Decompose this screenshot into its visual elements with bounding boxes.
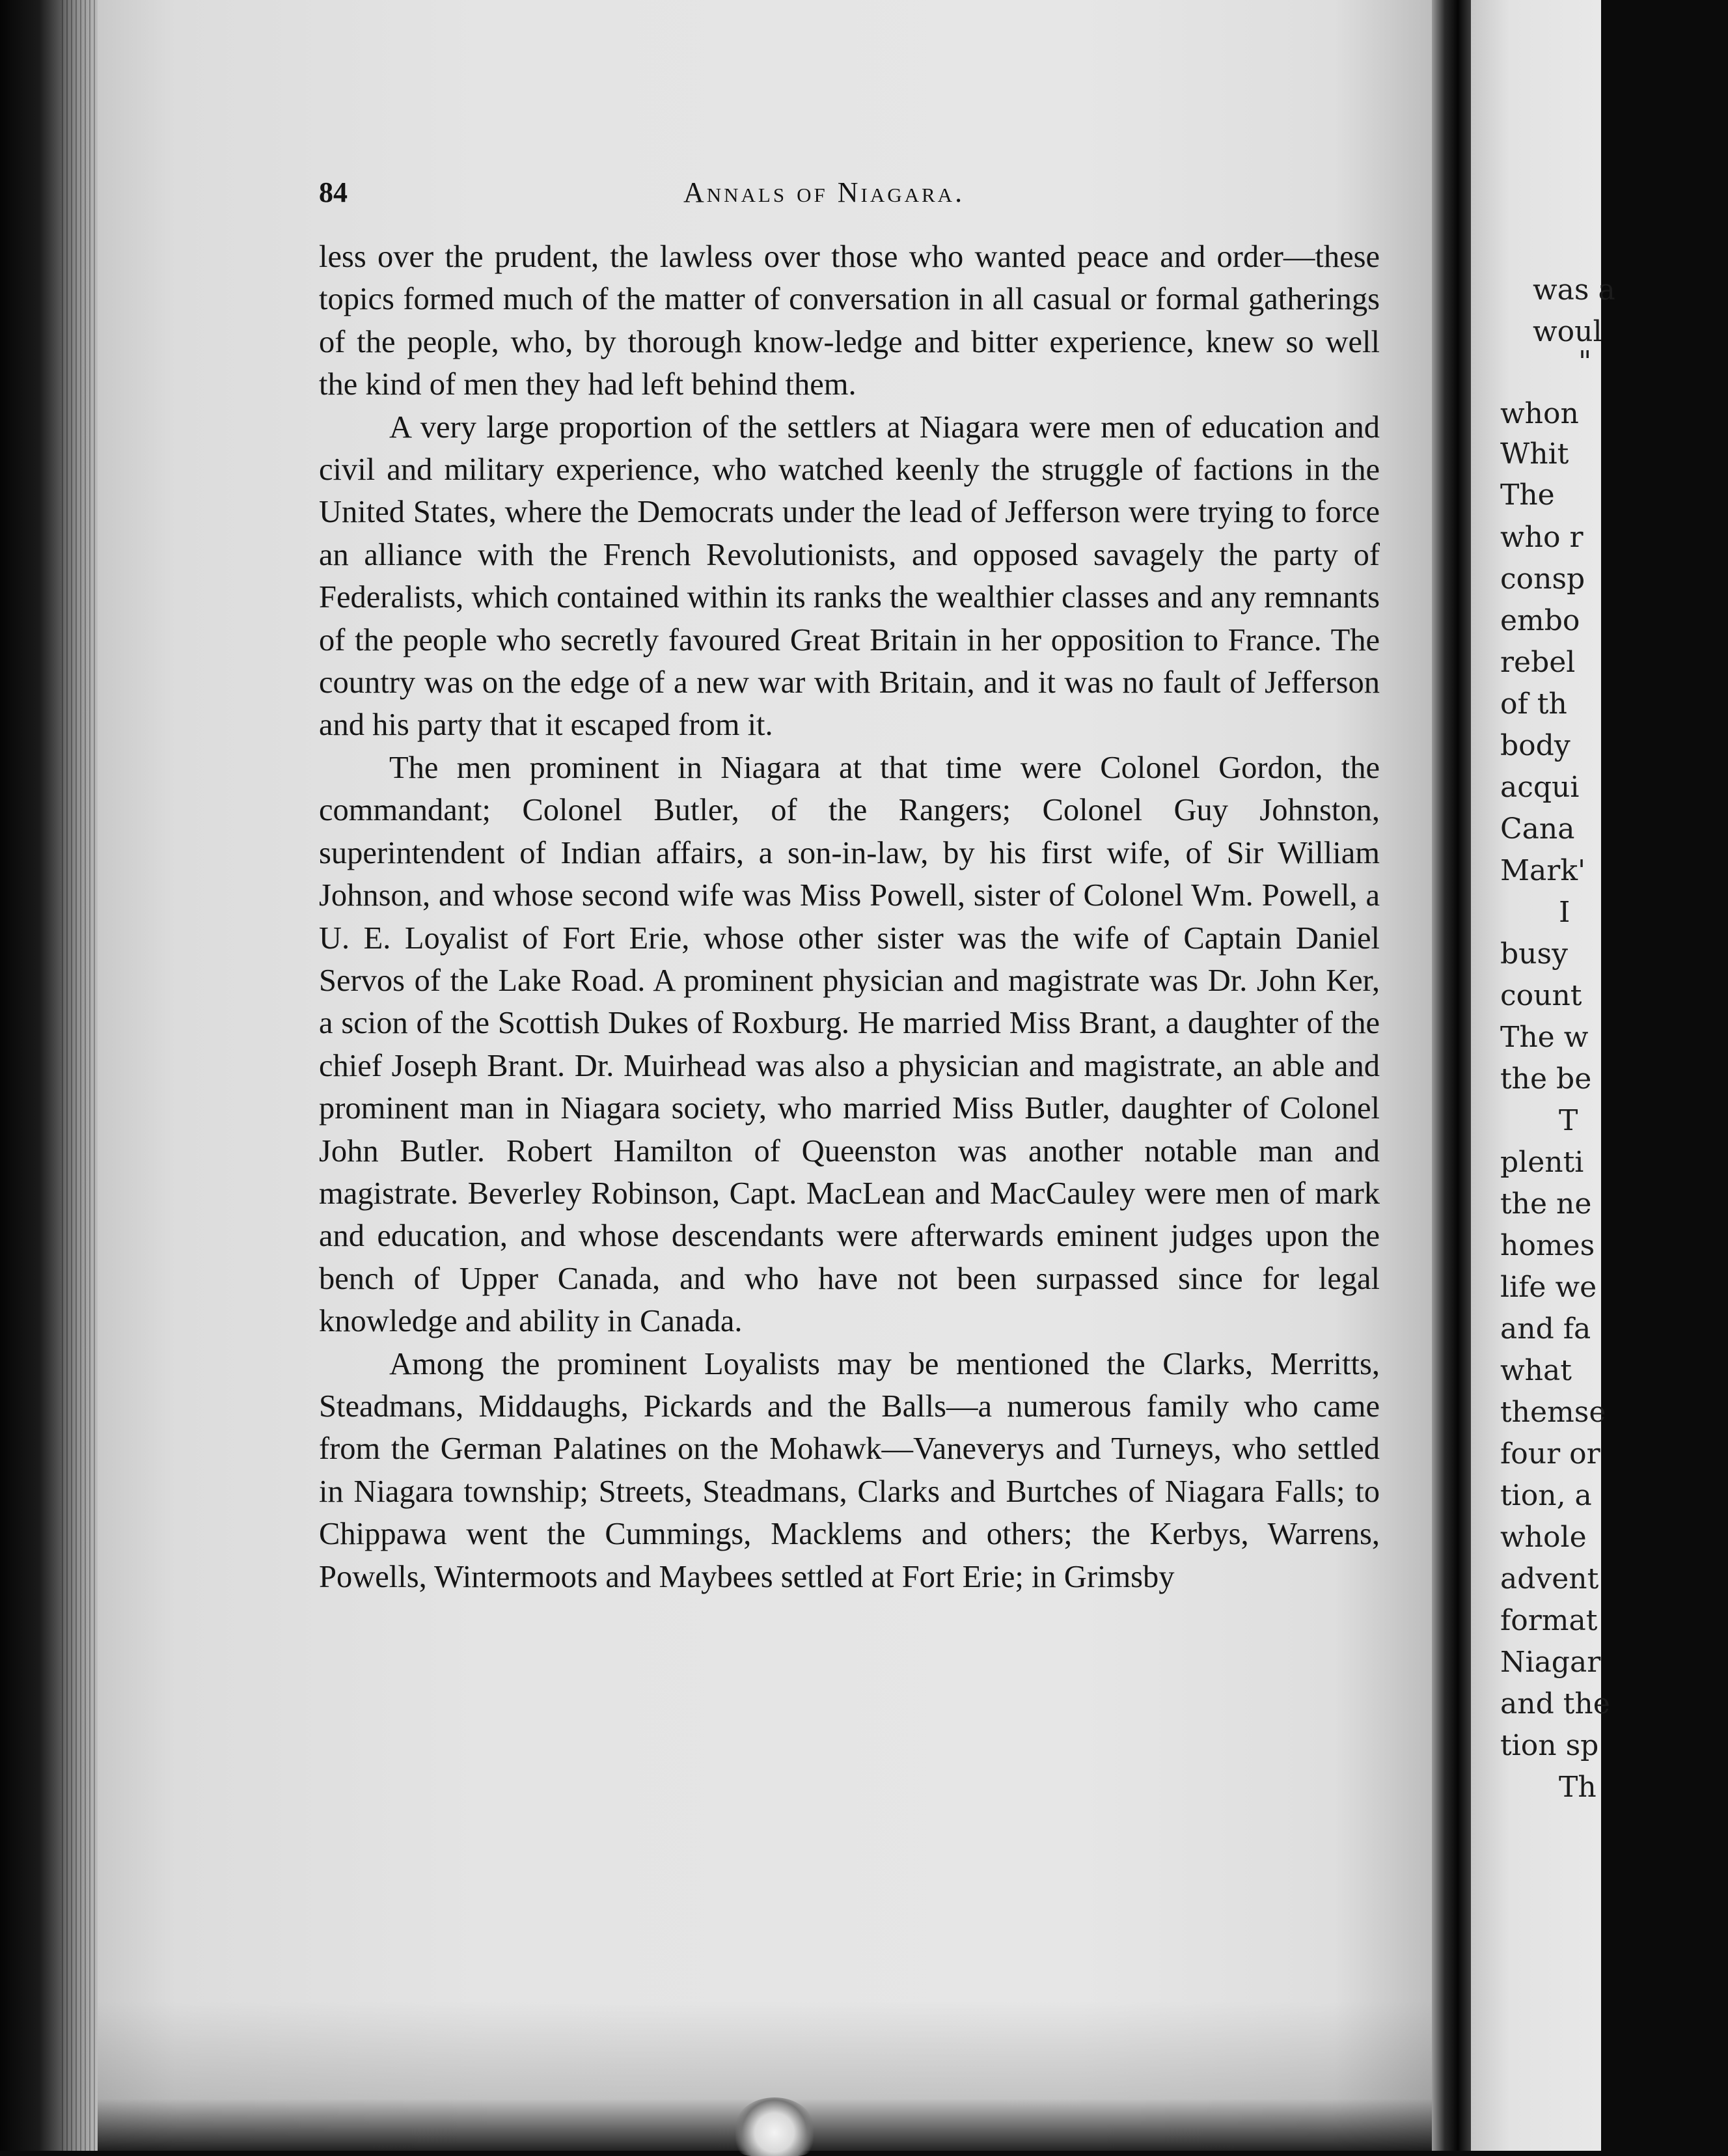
running-head: Annals of Niagara. — [683, 176, 965, 208]
page-header — [319, 176, 1380, 215]
facing-line: format — [1500, 1604, 1598, 1637]
facing-line: the ne — [1500, 1187, 1592, 1221]
facing-line: Cana — [1500, 812, 1575, 846]
facing-line: Mark' — [1500, 854, 1586, 887]
facing-line: four or — [1500, 1437, 1600, 1471]
facing-line: The w — [1500, 1021, 1589, 1054]
facing-line: plenti — [1500, 1146, 1584, 1179]
paragraph-3: The men prominent in Niagara at that time were Colonel Gordon, the commandant; Colonel Butler, of the Rangers; Colonel Guy Johnston, superintendent of Indian affairs, a son-in-law, by his first wife, of Sir William Johnson, and whose second wife was Miss Powell, sister of Colonel Wm. Powell, a U. E. Loyalist of Fort Erie, whose other sister was the wife of Captain Daniel Servos of the Lake Road. A prominent physician and magistrate was Dr. John Ker, a scion of the Scottish Dukes of Roxburg. He married Miss Brant, a daughter of the chief Joseph Brant. Dr. Muirhead was also a physician and magistrate, an able and prominent man in Niagara society, who married Miss Butler, daughter of Colonel John Butler. Robert Hamilton of Queenston was another notable man and magistrate. Beverley Robinson, Capt. MacLean and MacCauley were men of mark and education, and whose descendants were afterwards eminent judges upon the bench of Upper Canada, and who have not been surpassed since for legal knowledge and ability in Canada. — [319, 750, 1380, 1339]
facing-line: Niagar — [1500, 1646, 1601, 1679]
facing-line: whole — [1500, 1521, 1587, 1554]
facing-line: rebel — [1500, 646, 1576, 679]
paragraph-4: Among the prominent Loyalists may be mentioned the Clarks, Merritts, Steadmans, Middaughs, Pickards and the Balls—a numerous family who came from the German Palatines on the Mohawk—Vaneverys and Turneys, who settled in Niagara township; Streets, Steadmans, Clarks and Burtches of Niagara Falls; to Chippawa went the Cummings, Macklems and others; the Kerbys, Warrens, Powells, Wintermoots and Maybees settled at Fort Erie; in Grimsby — [319, 1346, 1380, 1594]
facing-line: was a — [1533, 273, 1615, 307]
facing-line: and fa — [1500, 1312, 1591, 1346]
facing-line: T — [1559, 1104, 1578, 1137]
facing-line: Th — [1559, 1771, 1597, 1804]
facing-line: the be — [1500, 1062, 1592, 1096]
facing-line: and the — [1500, 1687, 1610, 1721]
body-text — [319, 236, 1380, 1598]
paragraph-2: A very large proportion of the settlers at Niagara were men of education and civil and military experience, who watched keenly the struggle of factions in the United States, where the Democrats under the lead of Jefferson were trying to force an alliance with the French Revolutionists, and opposed savagely the party of Federalists, which contained within its ranks the wealthier classes and any remnants of the people who secretly favoured Great Britain in her opposition to France. The country was on the edge of a new war with Britain, and it was no fault of Jefferson and his party that it escaped from it. — [319, 409, 1380, 743]
facing-line: of th — [1500, 687, 1567, 721]
book-gutter — [1432, 0, 1471, 2151]
scan-blemish — [735, 2097, 814, 2156]
facing-line: busy — [1500, 937, 1568, 971]
facing-line: embo — [1500, 604, 1580, 637]
facing-line: homes — [1500, 1229, 1595, 1262]
facing-line: life we — [1500, 1271, 1597, 1304]
facing-line: woul — [1533, 315, 1602, 348]
facing-line: consp — [1500, 562, 1585, 596]
facing-line: what — [1500, 1354, 1572, 1387]
facing-line: Whit — [1500, 437, 1569, 471]
facing-line: whon — [1500, 397, 1579, 430]
paragraph-1: less over the prudent, the lawless over those who wanted peace and order—these topics formed much of the matter of conversation in all casual or formal gatherings of the people, who, by thorough know-ledge and bitter experience, knew so well the kind of men they had left behind them. — [319, 240, 1380, 402]
facing-line: tion sp — [1500, 1729, 1599, 1762]
facing-page — [1471, 0, 1615, 2151]
facing-line: body — [1500, 729, 1570, 762]
facing-line: The — [1500, 478, 1555, 512]
facing-line: count — [1500, 979, 1582, 1012]
facing-line: acqui — [1500, 771, 1580, 804]
facing-line: I — [1559, 896, 1570, 929]
facing-line: tion, a — [1500, 1479, 1592, 1512]
facing-line: " — [1578, 345, 1592, 378]
facing-line: who r — [1500, 521, 1584, 554]
facing-line: advent — [1500, 1562, 1599, 1596]
page-stack-lines — [62, 0, 101, 2151]
facing-line: themse — [1500, 1396, 1606, 1429]
page-number: 84 — [319, 176, 348, 208]
